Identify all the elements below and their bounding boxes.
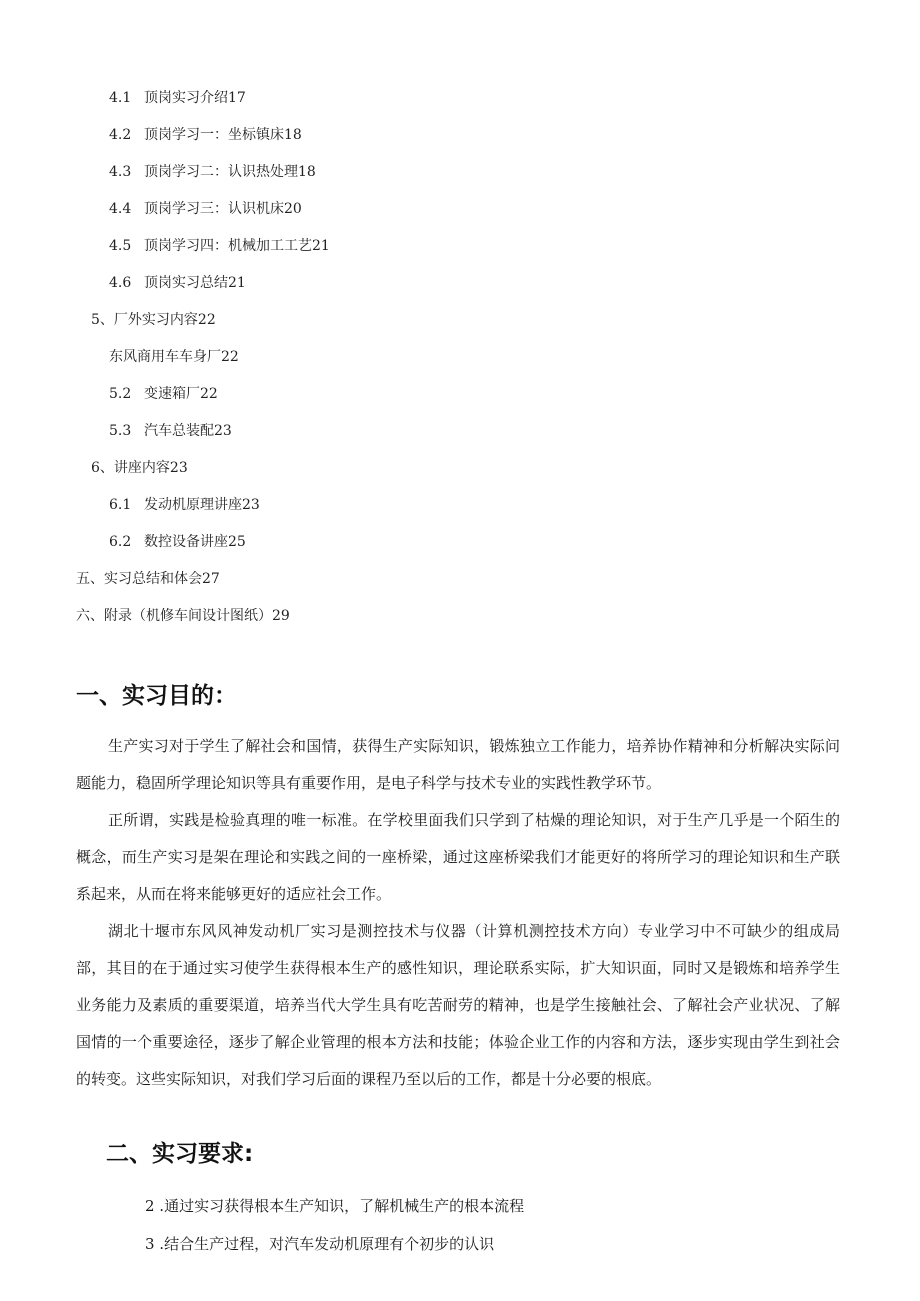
toc-entry[interactable] <box>109 421 232 441</box>
toc-entry[interactable] <box>76 569 220 589</box>
toc-entry[interactable] <box>109 162 316 182</box>
toc-entry[interactable] <box>109 532 246 552</box>
toc-entry-text: 顶岗实习总结21 <box>144 275 246 291</box>
toc-entry[interactable] <box>109 125 302 145</box>
toc-entry-text: 顶岗学习二：认识热处理18 <box>144 164 316 180</box>
toc-entry[interactable] <box>109 495 260 515</box>
toc-entry[interactable] <box>109 347 239 367</box>
toc-entry-number: 4.1 <box>109 90 132 106</box>
section-heading-purpose: 一、实习目的： <box>76 683 237 709</box>
toc-entry-text: 6、讲座内容23 <box>91 460 188 476</box>
toc-entry-text: 5、厂外实习内容22 <box>91 312 216 328</box>
toc-entry-number: 4.6 <box>109 275 132 291</box>
requirement-item: 2 .通过实习获得根本生产知识，了解机械生产的根本流程 <box>145 1197 525 1215</box>
section-heading-requirements: 二、实习要求: <box>106 1141 254 1167</box>
toc-entry[interactable] <box>76 606 290 626</box>
toc-entry-text: 数控设备讲座25 <box>144 534 246 550</box>
toc-entry-text: 顶岗学习三：认识机床20 <box>144 201 302 217</box>
paragraph: 正所谓，实践是检验真理的唯一标准。在学校里面我们只学到了枯燥的理论知识，对于生产几乎是一个陌生的概念，而生产实习是架在理论和实践之间的一座桥梁，通过这座桥梁我们才能更好的将所学习的理论知识和生产联系起来，从而在将来能够更好的适应社会工作。 <box>76 811 840 903</box>
toc-entry[interactable] <box>109 236 330 256</box>
toc-entry-number: 6.2 <box>109 534 132 550</box>
toc-entry[interactable] <box>91 310 216 330</box>
toc-entry-text: 汽车总装配23 <box>144 423 232 439</box>
section-body-purpose <box>76 728 840 1098</box>
toc-entry-text: 顶岗学习四：机械加工工艺21 <box>144 238 330 254</box>
toc-entry-number: 4.5 <box>109 238 132 254</box>
toc-entry-text: 五、实习总结和体会27 <box>76 571 220 587</box>
toc-entry-text: 六、附录（机修车间设计图纸）29 <box>76 608 290 624</box>
toc-entry-number: 5.2 <box>109 386 132 402</box>
toc-entry-text: 东风商用车车身厂22 <box>109 349 239 365</box>
toc-entry[interactable] <box>109 273 246 293</box>
requirement-item: 3 .结合生产过程，对汽车发动机原理有个初步的认识 <box>145 1235 495 1253</box>
toc-entry-text: 发动机原理讲座23 <box>144 497 260 513</box>
toc-entry-text: 顶岗实习介绍17 <box>144 90 246 106</box>
toc-entry[interactable] <box>109 88 246 108</box>
paragraph: 湖北十堰市东风风神发动机厂实习是测控技术与仪器（计算机测控技术方向）专业学习中不可缺少的组成局部，其目的在于通过实习使学生获得根本生产的感性知识，理论联系实际，扩大知识面，同时又是锻炼和培养学生业务能力及素质的重要渠道，培养当代大学生具有吃苦耐劳的精神，也是学生接触社会、了解社会产业状况、了解国情的一个重要途径，逐步了解企业管理的根本方法和技能；体验企业工作的内容和方法，逐步实现由学生到社会的转变。这些实际知识，对我们学习后面的课程乃至以后的工作，都是十分必要的根底。 <box>76 922 840 1088</box>
paragraph: 生产实习对于学生了解社会和国情，获得生产实际知识，锻炼独立工作能力，培养协作精神和分析解决实际问题能力，稳固所学理论知识等具有重要作用，是电子科学与技术专业的实践性教学环节。 <box>76 737 840 792</box>
toc-entry-number: 4.4 <box>109 201 132 217</box>
toc-entry-number: 4.2 <box>109 127 132 143</box>
toc-entry[interactable] <box>91 458 188 478</box>
toc-entry-number: 5.3 <box>109 423 132 439</box>
toc-entry-text: 变速箱厂22 <box>144 386 218 402</box>
toc-entry-number: 6.1 <box>109 497 132 513</box>
toc-entry-text: 顶岗学习一：坐标镇床18 <box>144 127 302 143</box>
toc-entry[interactable] <box>109 199 302 219</box>
toc-entry[interactable] <box>109 384 218 404</box>
toc-entry-number: 4.3 <box>109 164 132 180</box>
